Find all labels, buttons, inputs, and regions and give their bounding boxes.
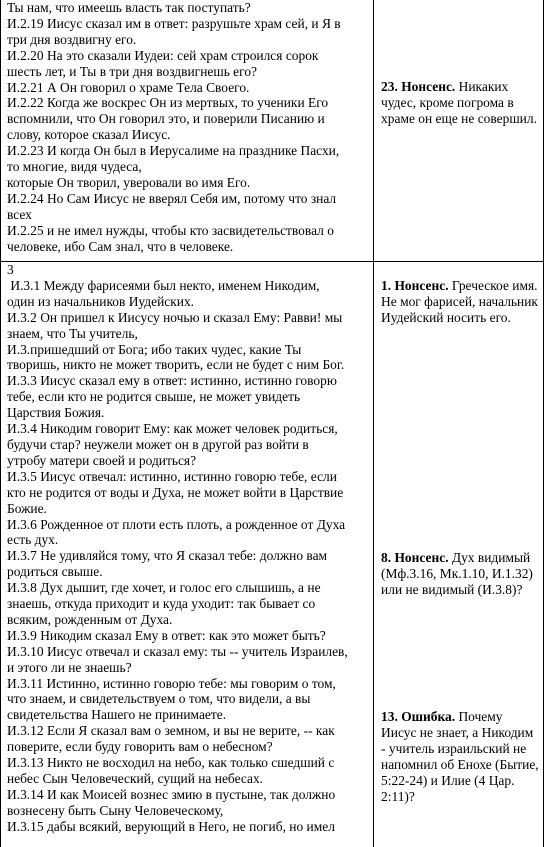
scripture-line: которые Он творил, уверовали во имя Его. [7, 174, 251, 190]
scripture-line: И.3.7 Не удивляйся тому, что Я сказал тебе: должно вам [7, 548, 328, 564]
scripture-line: И.3.15 дабы всякий, верующий в Него, не погиб, но имел [7, 818, 335, 834]
note-text: Дух видимый (Мф.3.16, Мк.1.10, И.1.32) или не видимый (И.3.8)? [381, 550, 533, 597]
scripture-line: И.2.24 Но Сам Иисус не вверял Себя им, потому что знал [7, 190, 337, 206]
scripture-line: И.2.19 Иисус сказал им в ответ: разрушьте храм сей, и Я в [7, 15, 341, 31]
scripture-line: вознесену быть Сыну Человеческому, [7, 802, 224, 818]
scripture-line: шесть лет, и Ты в три дня воздвигнешь его? [7, 63, 258, 79]
table-row [1, 0, 544, 262]
scripture-line: И.3.5 Иисус отвечал: истинно, истинно говорю тебе, если [7, 468, 337, 484]
scripture-line: будучи стар? неужели может он в другой раз войти в [7, 436, 309, 452]
commentary-cell [374, 0, 544, 262]
commentary-note [381, 709, 539, 804]
commentary-note [381, 278, 539, 326]
scripture-line: знаем, что Ты учитель, [7, 325, 138, 341]
commentary-note [381, 79, 539, 127]
scripture-line: И.2.20 На это сказали Иудеи: сей храм строился сорок [7, 47, 319, 63]
note-heading: 8. Нонсенс. [381, 550, 449, 565]
scripture-line: слову, которое сказал Иисус. [7, 127, 171, 143]
scripture-line: И.2.25 и не имел нужды, чтобы кто засвидетельствовал о [7, 222, 334, 238]
scripture-line: что знаем, и свидетельствуем о том, что видели, а вы [7, 691, 311, 707]
scripture-line: И.2.22 Когда же воскрес Он из мертвых, то ученики Его [7, 95, 329, 111]
scripture-line: Божие. [7, 500, 47, 516]
scripture-line: И.3.2 Он пришел к Иисусу ночью и сказал Ему: Равви! мы [7, 309, 343, 325]
scripture-line: есть дух. [7, 532, 59, 548]
table-row [1, 262, 544, 847]
scripture-line: небес Сын Человеческий, сущий на небесах. [7, 771, 264, 786]
scripture-line: И.3.9 Никодим сказал Ему в ответ: как это может быть? [7, 627, 326, 643]
scripture-line: знаешь, откуда приходит и куда уходит: так бывает со [7, 596, 316, 612]
scripture-line: И.3.10 Иисус отвечал и сказал ему: ты -- учитель Израилев, [7, 643, 348, 659]
scripture-line: Царствия Божия. [7, 405, 105, 421]
scripture-line: И.3.3 Иисус сказал ему в ответ: истинно, истинно говорю [7, 373, 337, 389]
scripture-line: свидетельства Нашего не принимаете. [7, 707, 227, 723]
note-heading: 1. Нонсенс. [381, 278, 449, 293]
scripture-line: человеке, ибо Сам знал, что в человеке. [7, 238, 234, 254]
commentary-cell [374, 262, 544, 847]
scripture-line: И.2.23 И когда Он был в Иерусалиме на празднике Пасхи, [7, 143, 340, 159]
scripture-line: всяким, рожденным от Духа. [7, 611, 173, 627]
scripture-line: три дня воздвигну его. [7, 31, 137, 47]
scripture-line: И.2.21 А Он говорил о храме Тела Своего. [7, 79, 250, 95]
chapter-number: 3 [7, 262, 14, 277]
scripture-line: И.3.1 Между фарисеями был некто, именем Никодим, [7, 277, 320, 293]
scripture-line: И.3.пришедший от Бога; ибо таких чудес, какие Ты [7, 341, 302, 357]
scripture-line: И.3.12 Если Я сказал вам о земном, и вы не верите, -- как [7, 723, 335, 739]
scripture-line: тебе, если кто не родится свыше, не может увидеть [7, 389, 301, 405]
note-text: Никаких чудес, кроме погрома в храме он еще не совершил. [381, 79, 537, 126]
note-heading: 13. Ошибка. [381, 709, 456, 724]
scripture-line: И.3.4 Никодим говорит Ему: как может человек родиться, [7, 421, 338, 437]
scripture-line: поверите, если буду говорить вам о небесном? [7, 739, 273, 755]
scripture-line: И.3.8 Дух дышит, где хочет, и голос его слышишь, а не [7, 580, 321, 596]
scripture-line: творишь, никто не может творить, если не будет с ним Бог. [7, 357, 345, 373]
scripture-line: кто не родится от воды и Духа, не может войти в Царствие [7, 484, 344, 500]
scripture-line: то многие, видя чудеса, [7, 159, 142, 175]
scripture-line: утробу матери своей и родиться? [7, 452, 197, 468]
scripture-line: родиться свыше. [7, 564, 103, 580]
scripture-cell [1, 0, 374, 262]
scripture-line: И.3.11 Истинно, истинно говорю тебе: мы говорим о том, [7, 675, 336, 691]
scripture-line: вспомнили, что Он говорил это, и поверили Писанию и [7, 111, 325, 127]
scripture-line: всех [7, 206, 32, 222]
note-text: Почему Иисус не знает, а Никодим - учитель израильский не напомнил об Енохе (Бытие, 5:22-24) и Илие (4 Цар. 2:11)? [381, 709, 539, 804]
scripture-line: И.3.14 И как Моисей вознес змию в пустыне, так должно [7, 786, 336, 802]
scripture-line: один из начальников Иудейских. [7, 293, 195, 309]
scripture-line: и этого ли не знаешь? [7, 659, 132, 675]
note-heading: 23. Нонсенс. [381, 79, 456, 94]
scripture-cell [1, 262, 374, 847]
scripture-line: И.3.13 Никто не восходил на небо, как только сшедший с [7, 755, 335, 771]
note-text: Греческое имя. Не мог фарисей, начальник Иудейский носить его. [381, 278, 538, 325]
scripture-line: И.3.6 Рожденное от плоти есть плоть, а рожденное от Духа [7, 516, 346, 532]
scripture-line: Ты нам, что имеешь власть так поступать? [7, 0, 251, 15]
commentary-note [381, 550, 539, 598]
